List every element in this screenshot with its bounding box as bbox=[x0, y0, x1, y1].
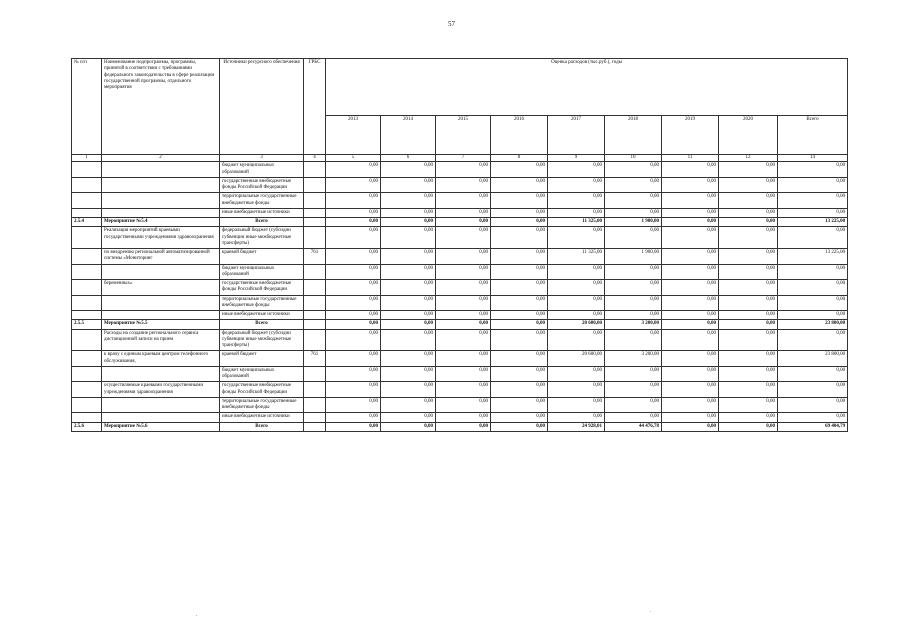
row-value: 0,00 bbox=[778, 413, 848, 422]
row-source: территориальные государственные внебюджетные фонды bbox=[220, 397, 304, 413]
row-value: 0,00 bbox=[326, 366, 381, 382]
row-value: 0,00 bbox=[491, 249, 548, 265]
row-value: 0,00 bbox=[548, 227, 605, 249]
row-number bbox=[72, 249, 102, 265]
table-row bbox=[72, 177, 848, 193]
row-value: 0,00 bbox=[491, 382, 548, 398]
row-value: 0,00 bbox=[662, 311, 719, 320]
row-value: 0,00 bbox=[491, 162, 548, 178]
column-number: 8 bbox=[491, 155, 548, 162]
header-year: Всего bbox=[778, 116, 848, 155]
row-value: 3 200,00 bbox=[605, 351, 662, 367]
row-number bbox=[72, 366, 102, 382]
row-value: 0,00 bbox=[326, 227, 381, 249]
row-value: 0,00 bbox=[719, 218, 778, 227]
row-value: 0,00 bbox=[548, 193, 605, 209]
row-value: 1 900,00 bbox=[605, 218, 662, 227]
row-value: 69 404,79 bbox=[778, 422, 848, 431]
row-value: 0,00 bbox=[436, 162, 491, 178]
row-value: 0,00 bbox=[548, 413, 605, 422]
row-name: Мероприятие №5.6 bbox=[102, 422, 220, 431]
row-value: 0,00 bbox=[326, 218, 381, 227]
row-value: 0,00 bbox=[491, 227, 548, 249]
row-value: 0,00 bbox=[605, 295, 662, 311]
row-number bbox=[72, 351, 102, 367]
row-value: 0,00 bbox=[326, 329, 381, 351]
row-value: 11 325,00 bbox=[548, 218, 605, 227]
row-value: 0,00 bbox=[491, 177, 548, 193]
row-value: 0,00 bbox=[381, 397, 436, 413]
row-grbs: 761 bbox=[304, 249, 326, 265]
row-source: Всего bbox=[220, 218, 304, 227]
row-value: 0,00 bbox=[605, 280, 662, 296]
row-value: 0,00 bbox=[548, 208, 605, 217]
column-number: 1 bbox=[72, 155, 102, 162]
row-value: 0,00 bbox=[548, 329, 605, 351]
header-name: Наименование подпрограммы, программы, принятой в соответствии с требованиями федерального законодательства в сфере реализации государственной программы, отдельного мероприятия bbox=[102, 59, 220, 155]
row-value: 0,00 bbox=[778, 311, 848, 320]
row-value: 0,00 bbox=[662, 382, 719, 398]
row-name: осуществляемые краевыми государственными учреждениями здравоохранения bbox=[102, 382, 220, 398]
row-value: 0,00 bbox=[662, 329, 719, 351]
row-value: 0,00 bbox=[436, 208, 491, 217]
column-number: 3 bbox=[220, 155, 304, 162]
row-value: 0,00 bbox=[719, 413, 778, 422]
row-value: 0,00 bbox=[548, 382, 605, 398]
row-value: 0,00 bbox=[381, 320, 436, 329]
row-value: 0,00 bbox=[719, 264, 778, 280]
row-number bbox=[72, 329, 102, 351]
row-value: 0,00 bbox=[381, 366, 436, 382]
row-grbs bbox=[304, 227, 326, 249]
row-value: 0,00 bbox=[381, 208, 436, 217]
header-year: 2013 bbox=[326, 116, 381, 155]
header-year: 2019 bbox=[662, 116, 719, 155]
row-value: 0,00 bbox=[662, 351, 719, 367]
row-grbs bbox=[304, 422, 326, 431]
row-value: 0,00 bbox=[491, 193, 548, 209]
row-value: 0,00 bbox=[491, 397, 548, 413]
row-name bbox=[102, 366, 220, 382]
row-source: территориальные государственные внебюджетные фонды bbox=[220, 193, 304, 209]
row-number: 2.5.5 bbox=[72, 320, 102, 329]
row-value: 0,00 bbox=[381, 193, 436, 209]
row-value: 0,00 bbox=[381, 422, 436, 431]
row-value: 0,00 bbox=[436, 295, 491, 311]
row-value: 0,00 bbox=[436, 351, 491, 367]
row-number bbox=[72, 397, 102, 413]
table-row bbox=[72, 227, 848, 249]
row-value: 0,00 bbox=[778, 366, 848, 382]
row-value: 0,00 bbox=[491, 280, 548, 296]
row-grbs bbox=[304, 208, 326, 217]
row-value: 0,00 bbox=[719, 351, 778, 367]
row-value: 24 928,01 bbox=[548, 422, 605, 431]
row-value: 0,00 bbox=[662, 218, 719, 227]
row-number bbox=[72, 311, 102, 320]
row-value: 0,00 bbox=[326, 382, 381, 398]
row-value: 0,00 bbox=[662, 320, 719, 329]
column-number: 5 bbox=[326, 155, 381, 162]
page-number: 57 bbox=[448, 20, 455, 28]
row-value: 0,00 bbox=[436, 227, 491, 249]
table-row bbox=[72, 320, 848, 329]
row-value: 0,00 bbox=[605, 264, 662, 280]
row-value: 0,00 bbox=[548, 280, 605, 296]
row-name bbox=[102, 413, 220, 422]
row-value: 0,00 bbox=[605, 366, 662, 382]
row-value: 0,00 bbox=[381, 177, 436, 193]
row-value: 0,00 bbox=[605, 177, 662, 193]
column-number: 4 bbox=[304, 155, 326, 162]
row-grbs bbox=[304, 397, 326, 413]
row-value: 0,00 bbox=[436, 320, 491, 329]
row-source: территориальные государственные внебюджетные фонды bbox=[220, 295, 304, 311]
row-source: краевой бюджет bbox=[220, 249, 304, 265]
row-value: 0,00 bbox=[436, 366, 491, 382]
row-value: 0,00 bbox=[719, 227, 778, 249]
row-value: 0,00 bbox=[491, 218, 548, 227]
table-row bbox=[72, 218, 848, 227]
row-number bbox=[72, 193, 102, 209]
table-row bbox=[72, 413, 848, 422]
row-value: 0,00 bbox=[326, 311, 381, 320]
row-value: 0,00 bbox=[381, 311, 436, 320]
row-number: 2.5.4 bbox=[72, 218, 102, 227]
row-value: 0,00 bbox=[491, 413, 548, 422]
row-value: 0,00 bbox=[326, 397, 381, 413]
table-row bbox=[72, 208, 848, 217]
row-number bbox=[72, 413, 102, 422]
row-source: государственные внебюджетные фонды Российской Федерации bbox=[220, 280, 304, 296]
row-value: 0,00 bbox=[548, 177, 605, 193]
row-value: 0,00 bbox=[381, 329, 436, 351]
header-year: 2017 bbox=[548, 116, 605, 155]
row-value: 0,00 bbox=[491, 329, 548, 351]
row-value: 0,00 bbox=[326, 351, 381, 367]
row-name bbox=[102, 177, 220, 193]
row-value: 20 600,00 bbox=[548, 351, 605, 367]
row-source: государственные внебюджетные фонды Российской Федерации bbox=[220, 382, 304, 398]
row-value: 0,00 bbox=[326, 320, 381, 329]
row-value: 0,00 bbox=[719, 422, 778, 431]
column-number: 11 bbox=[662, 155, 719, 162]
row-value: 0,00 bbox=[778, 177, 848, 193]
row-name: Мероприятие №5.4 bbox=[102, 218, 220, 227]
row-source: Всего bbox=[220, 320, 304, 329]
row-value: 0,00 bbox=[326, 264, 381, 280]
row-value: 0,00 bbox=[662, 249, 719, 265]
row-value: 0,00 bbox=[662, 227, 719, 249]
row-source: бюджет муниципальных образований bbox=[220, 264, 304, 280]
row-source: иные внебюджетные источники bbox=[220, 208, 304, 217]
row-value: 20 600,00 bbox=[548, 320, 605, 329]
row-name: беременных» bbox=[102, 280, 220, 296]
row-grbs bbox=[304, 329, 326, 351]
row-value: 13 225,00 bbox=[778, 218, 848, 227]
row-value: 0,00 bbox=[381, 218, 436, 227]
row-value: 0,00 bbox=[491, 320, 548, 329]
row-value: 0,00 bbox=[662, 162, 719, 178]
row-name: Мероприятие №5.5 bbox=[102, 320, 220, 329]
row-value: 0,00 bbox=[436, 382, 491, 398]
row-value: 3 200,00 bbox=[605, 320, 662, 329]
row-value: 0,00 bbox=[436, 413, 491, 422]
row-source: федеральный бюджет (субсидии субвенции иные межбюджетные трансферты) bbox=[220, 227, 304, 249]
row-value: 0,00 bbox=[719, 311, 778, 320]
row-source: бюджет муниципальных образований bbox=[220, 162, 304, 178]
row-value: 0,00 bbox=[491, 295, 548, 311]
row-value: 0,00 bbox=[491, 264, 548, 280]
row-value: 0,00 bbox=[778, 295, 848, 311]
row-grbs bbox=[304, 295, 326, 311]
row-grbs bbox=[304, 177, 326, 193]
row-value: 0,00 bbox=[662, 280, 719, 296]
row-value: 0,00 bbox=[778, 329, 848, 351]
row-value: 0,00 bbox=[436, 177, 491, 193]
row-value: 0,00 bbox=[605, 413, 662, 422]
row-value: 0,00 bbox=[778, 397, 848, 413]
column-number: 2 bbox=[102, 155, 220, 162]
row-value: 0,00 bbox=[719, 382, 778, 398]
table-row bbox=[72, 249, 848, 265]
row-value: 13 225,00 bbox=[778, 249, 848, 265]
row-value: 0,00 bbox=[778, 193, 848, 209]
row-value: 0,00 bbox=[548, 397, 605, 413]
row-value: 0,00 bbox=[605, 382, 662, 398]
row-name: Реализация мероприятий краевыми государственными учреждениями здравоохранения bbox=[102, 227, 220, 249]
row-value: 0,00 bbox=[605, 397, 662, 413]
row-value: 0,00 bbox=[719, 193, 778, 209]
scan-mark: . bbox=[196, 612, 198, 618]
row-value: 0,00 bbox=[326, 413, 381, 422]
row-value: 0,00 bbox=[436, 264, 491, 280]
row-value: 44 476,78 bbox=[605, 422, 662, 431]
row-number bbox=[72, 280, 102, 296]
row-value: 0,00 bbox=[326, 422, 381, 431]
column-number: 14 bbox=[778, 155, 848, 162]
header-year: 2014 bbox=[381, 116, 436, 155]
row-name: к врачу с единым краевым центром телефонного обслуживания, bbox=[102, 351, 220, 367]
table-row bbox=[72, 366, 848, 382]
table-row bbox=[72, 264, 848, 280]
row-grbs bbox=[304, 311, 326, 320]
row-source: бюджет муниципальных образований bbox=[220, 366, 304, 382]
row-value: 0,00 bbox=[778, 382, 848, 398]
row-value: 0,00 bbox=[491, 208, 548, 217]
row-value: 0,00 bbox=[381, 351, 436, 367]
row-value: 0,00 bbox=[548, 311, 605, 320]
column-number: 10 bbox=[605, 155, 662, 162]
row-value: 0,00 bbox=[605, 311, 662, 320]
row-value: 0,00 bbox=[381, 382, 436, 398]
row-grbs bbox=[304, 193, 326, 209]
row-value: 0,00 bbox=[326, 177, 381, 193]
row-value: 0,00 bbox=[662, 177, 719, 193]
row-grbs bbox=[304, 218, 326, 227]
row-value: 0,00 bbox=[662, 193, 719, 209]
row-value: 0,00 bbox=[719, 162, 778, 178]
header-source: Источники ресурсного обеспечения bbox=[220, 59, 304, 155]
row-value: 0,00 bbox=[326, 162, 381, 178]
header-year: 2016 bbox=[491, 116, 548, 155]
row-value: 0,00 bbox=[719, 208, 778, 217]
row-value: 0,00 bbox=[326, 249, 381, 265]
row-name bbox=[102, 397, 220, 413]
row-value: 0,00 bbox=[381, 227, 436, 249]
row-value: 0,00 bbox=[662, 208, 719, 217]
row-value: 0,00 bbox=[778, 227, 848, 249]
row-value: 0,00 bbox=[436, 422, 491, 431]
row-number: 2.5.6 bbox=[72, 422, 102, 431]
row-name bbox=[102, 208, 220, 217]
row-value: 0,00 bbox=[381, 295, 436, 311]
column-number: 6 bbox=[381, 155, 436, 162]
row-value: 0,00 bbox=[719, 397, 778, 413]
column-number: 7 bbox=[436, 155, 491, 162]
row-grbs bbox=[304, 280, 326, 296]
row-value: 0,00 bbox=[436, 193, 491, 209]
row-value: 0,00 bbox=[662, 413, 719, 422]
row-value: 0,00 bbox=[778, 162, 848, 178]
row-value: 0,00 bbox=[719, 320, 778, 329]
row-value: 0,00 bbox=[326, 193, 381, 209]
row-value: 0,00 bbox=[605, 193, 662, 209]
row-number bbox=[72, 177, 102, 193]
row-value: 0,00 bbox=[491, 311, 548, 320]
row-number bbox=[72, 227, 102, 249]
table-row bbox=[72, 351, 848, 367]
row-value: 0,00 bbox=[381, 264, 436, 280]
header-year: 2015 bbox=[436, 116, 491, 155]
row-value: 0,00 bbox=[491, 422, 548, 431]
scan-mark: . bbox=[650, 608, 652, 614]
row-grbs: 761 bbox=[304, 351, 326, 367]
table-row bbox=[72, 295, 848, 311]
row-grbs bbox=[304, 320, 326, 329]
row-value: 0,00 bbox=[326, 295, 381, 311]
row-value: 23 800,00 bbox=[778, 320, 848, 329]
row-name: по внедрению региональной автоматизированной системы «Мониторинг bbox=[102, 249, 220, 265]
row-grbs bbox=[304, 413, 326, 422]
table-row bbox=[72, 329, 848, 351]
column-number: 12 bbox=[719, 155, 778, 162]
header-year: 2018 bbox=[605, 116, 662, 155]
row-value: 0,00 bbox=[778, 280, 848, 296]
row-number bbox=[72, 208, 102, 217]
row-value: 0,00 bbox=[719, 366, 778, 382]
table-row bbox=[72, 193, 848, 209]
row-value: 0,00 bbox=[491, 366, 548, 382]
row-value: 0,00 bbox=[548, 295, 605, 311]
row-value: 0,00 bbox=[326, 208, 381, 217]
row-value: 0,00 bbox=[491, 351, 548, 367]
row-value: 0,00 bbox=[436, 280, 491, 296]
row-value: 0,00 bbox=[719, 249, 778, 265]
row-value: 0,00 bbox=[719, 177, 778, 193]
row-grbs bbox=[304, 366, 326, 382]
row-value: 0,00 bbox=[381, 413, 436, 422]
row-name bbox=[102, 264, 220, 280]
row-value: 0,00 bbox=[548, 162, 605, 178]
header-grbs: ГРБС bbox=[304, 59, 326, 155]
row-value: 0,00 bbox=[381, 249, 436, 265]
row-source: федеральный бюджет (субсидии субвенции иные межбюджетные трансферты) bbox=[220, 329, 304, 351]
row-value: 0,00 bbox=[436, 329, 491, 351]
row-source: краевой бюджет bbox=[220, 351, 304, 367]
row-value: 0,00 bbox=[662, 366, 719, 382]
row-name bbox=[102, 311, 220, 320]
row-grbs bbox=[304, 162, 326, 178]
row-value: 0,00 bbox=[662, 422, 719, 431]
row-grbs bbox=[304, 382, 326, 398]
row-value: 0,00 bbox=[436, 311, 491, 320]
column-number: 9 bbox=[548, 155, 605, 162]
row-source: иные внебюджетные источники bbox=[220, 311, 304, 320]
table-row bbox=[72, 422, 848, 431]
row-value: 0,00 bbox=[548, 366, 605, 382]
row-number bbox=[72, 382, 102, 398]
header-year: 2020 bbox=[719, 116, 778, 155]
row-value: 0,00 bbox=[436, 218, 491, 227]
row-name bbox=[102, 193, 220, 209]
row-value: 0,00 bbox=[605, 227, 662, 249]
row-value: 0,00 bbox=[719, 329, 778, 351]
row-number bbox=[72, 295, 102, 311]
row-value: 23 800,00 bbox=[778, 351, 848, 367]
row-value: 0,00 bbox=[719, 295, 778, 311]
row-value: 0,00 bbox=[605, 329, 662, 351]
row-number bbox=[72, 162, 102, 178]
row-value: 11 325,00 bbox=[548, 249, 605, 265]
row-name: Расходы на создание регионального сервиса дистанционной записи на прием bbox=[102, 329, 220, 351]
row-source: Всего bbox=[220, 422, 304, 431]
table-row bbox=[72, 162, 848, 178]
row-source: иные внебюджетные источники bbox=[220, 413, 304, 422]
row-value: 0,00 bbox=[662, 264, 719, 280]
row-value: 0,00 bbox=[548, 264, 605, 280]
row-value: 0,00 bbox=[436, 397, 491, 413]
row-value: 0,00 bbox=[326, 280, 381, 296]
row-value: 0,00 bbox=[662, 397, 719, 413]
header-costs: Оценка расходов (тыс.руб.), годы bbox=[326, 59, 848, 116]
row-value: 0,00 bbox=[605, 162, 662, 178]
row-value: 0,00 bbox=[662, 295, 719, 311]
row-value: 0,00 bbox=[381, 280, 436, 296]
row-value: 0,00 bbox=[778, 208, 848, 217]
table-row bbox=[72, 311, 848, 320]
row-source: государственные внебюджетные фонды Российской Федерации bbox=[220, 177, 304, 193]
table-row bbox=[72, 397, 848, 413]
row-value: 1 900,00 bbox=[605, 249, 662, 265]
table-row bbox=[72, 280, 848, 296]
header-number: № п/п bbox=[72, 59, 102, 155]
row-value: 0,00 bbox=[778, 264, 848, 280]
row-number bbox=[72, 264, 102, 280]
table-row bbox=[72, 382, 848, 398]
row-value: 0,00 bbox=[381, 162, 436, 178]
row-name bbox=[102, 162, 220, 178]
row-value: 0,00 bbox=[605, 208, 662, 217]
budget-table bbox=[71, 58, 848, 432]
row-grbs bbox=[304, 264, 326, 280]
row-name bbox=[102, 295, 220, 311]
row-value: 0,00 bbox=[436, 249, 491, 265]
row-value: 0,00 bbox=[719, 280, 778, 296]
